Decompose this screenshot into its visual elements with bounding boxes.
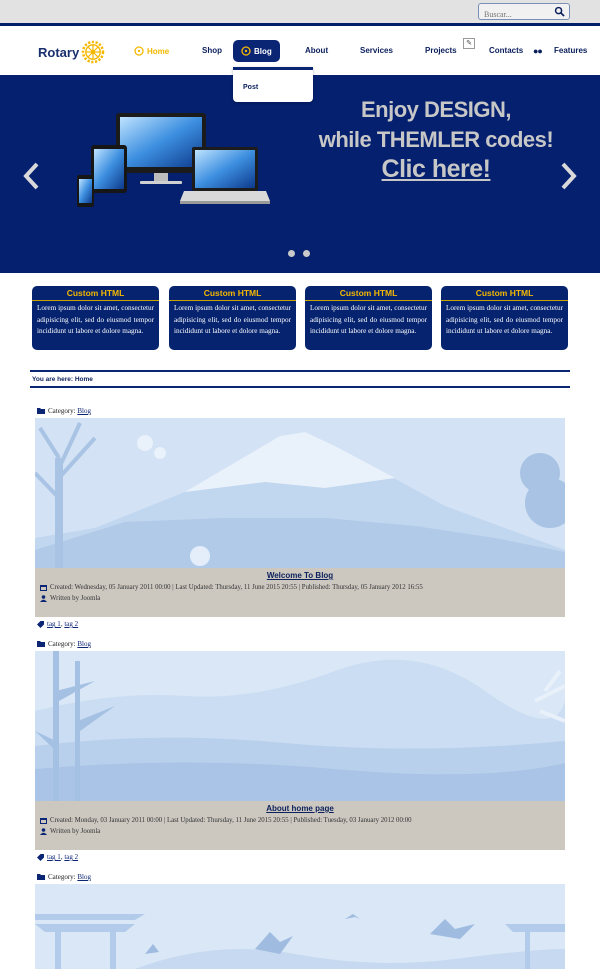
article-author [35,828,565,835]
box-text: Lorem ipsum dolor sit amet, consectetur adipisicing elit, sed do eiusmod tempor incididunt ut labore et dolore magna. [310,304,427,335]
nav-item-shop[interactable] [202,46,222,55]
nav-item-home[interactable] [134,46,169,56]
article-author [35,595,565,602]
nav-item-label: Services [360,46,393,55]
hero-cta-link[interactable]: Clic here! [381,155,491,183]
box-title: Custom HTML [32,286,159,301]
hero-slider [0,75,600,273]
hero-headline-1: Enjoy DESIGN, [361,97,511,122]
user-icon [40,595,47,602]
article-dates-text: Created: Monday, 03 January 2011 00:00 | Last Updated: Thursday, 11 June 2015 20:55 | Published: Tuesday, 03 January 2012 00:00 [50,817,412,824]
rotary-wheel-icon [134,46,144,56]
article-info [35,801,565,850]
temple-birds-illustration [35,884,565,969]
bamboo-landscape-illustration [35,651,565,801]
tag-link[interactable]: tag 2 [64,853,79,861]
devices-image [74,111,270,211]
article-category [37,640,91,648]
nav-item-label: About [305,46,329,55]
nav-item-label: Features [554,46,588,55]
article-dates [35,817,565,824]
box-title: Custom HTML [169,286,296,301]
slider-dot-1[interactable] [288,250,295,257]
rotary-wheel-icon [241,46,251,56]
article-category [37,873,91,881]
edit-icon[interactable]: ✎ [463,38,475,49]
category-label: Category: [48,873,76,881]
article-title-link[interactable]: About home page [266,804,334,813]
top-bar [0,0,600,26]
breadcrumb-text: You are here: Home [32,376,93,383]
article-dates [35,584,565,591]
category-link[interactable]: Blog [77,407,91,415]
custom-html-box [441,286,568,350]
article-title-link[interactable]: Welcome To Blog [266,571,334,580]
search-input[interactable] [479,7,551,22]
article-tags: tag 1 , tag 2 [37,853,78,861]
tag-icon [37,854,44,861]
slider-dot-2[interactable] [303,250,310,257]
nav-item-services[interactable] [360,46,393,55]
rotary-wheel-icon [81,40,105,64]
box-text: Lorem ipsum dolor sit amet, consectetur adipisicing elit, sed do eiusmod tempor incididunt ut labore et dolore magna. [174,304,291,335]
article-category [37,407,91,415]
article-author-text: Written by Joomla [50,595,101,602]
dropdown-item-post[interactable]: Post [243,84,259,91]
nav-item-label: Projects [425,46,457,55]
hero-headline-2: while THEMLER codes! [318,127,554,152]
dots-indicator: ●● [533,46,542,56]
folder-icon [37,408,45,414]
box-text: Lorem ipsum dolor sit amet, consectetur adipisicing elit, sed do eiusmod tempor incididunt ut labore et dolore magna. [37,304,154,335]
article-image [35,651,565,801]
custom-html-box [32,286,159,350]
custom-html-box [169,286,296,350]
nav-item-features[interactable] [554,46,587,55]
nav-item-label: Home [147,46,170,56]
tag-icon [37,621,44,628]
category-label: Category: [48,407,76,415]
search-icon[interactable] [554,6,565,17]
user-icon [40,828,47,835]
nav-item-label: Shop [202,46,222,55]
breadcrumb [30,370,570,388]
nav-item-contacts[interactable] [489,46,523,55]
folder-icon [37,641,45,647]
calendar-icon [40,584,47,591]
custom-html-box [305,286,432,350]
folder-icon [37,874,45,880]
article-dates-text: Created: Wednesday, 05 January 2011 00:00 | Last Updated: Thursday, 11 June 2015 20:55 | Published: Thursday, 05 January 2012 16:55 [50,584,423,591]
tag-link[interactable]: tag 1 [47,853,61,861]
box-title: Custom HTML [305,286,432,301]
tag-link[interactable]: tag 1 [47,620,61,628]
mountain-illustration [35,418,565,568]
box-title: Custom HTML [441,286,568,301]
category-link[interactable]: Blog [77,873,91,881]
category-label: Category: [48,640,76,648]
article-image [35,418,565,568]
nav-item-label: Contacts [489,46,524,55]
nav-item-blog[interactable] [233,40,280,62]
custom-html-boxes [32,286,568,350]
search-box[interactable] [478,3,570,20]
logo[interactable] [38,40,105,64]
article-author-text: Written by Joomla [50,828,101,835]
tag-link[interactable]: tag 2 [64,620,79,628]
logo-text: Rotary [38,44,80,60]
blog-dropdown [233,67,313,102]
nav-item-about[interactable] [305,46,328,55]
article-tags: tag 1 , tag 2 [37,620,78,628]
chevron-left-icon[interactable] [22,162,40,190]
calendar-icon [40,817,47,824]
nav-item-projects[interactable] [425,46,457,55]
box-text: Lorem ipsum dolor sit amet, consectetur adipisicing elit, sed do eiusmod tempor incididunt ut labore et dolore magna. [446,304,563,335]
nav-item-label: Blog [254,46,272,56]
category-link[interactable]: Blog [77,640,91,648]
article-image [35,884,565,969]
article-info [35,568,565,617]
